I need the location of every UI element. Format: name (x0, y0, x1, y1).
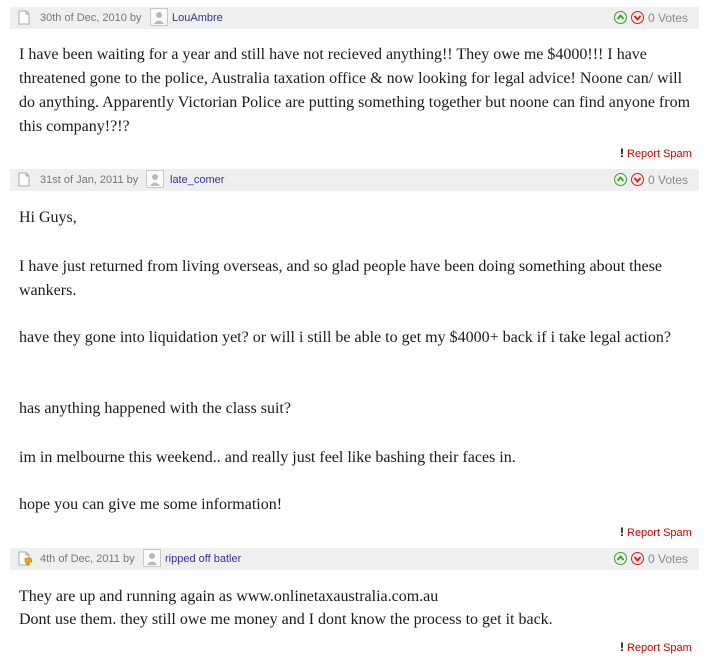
report-spam-label[interactable]: Report Spam (627, 642, 692, 654)
avatar[interactable] (150, 8, 168, 26)
comment-body: They are up and running again as www.onlinetaxaustralia.com.au (19, 588, 439, 605)
comment-body: im in melbourne this weekend.. and really just feel like bashing their faces in. (19, 449, 516, 466)
comment-body: I have just returned from living overseas, and so glad people have been doing something about these wankers. (19, 258, 662, 299)
vote-count: 0 Votes (648, 11, 689, 25)
comment-body: have they gone into liquidation yet? or will i still be able to get my $4000+ back if i take legal action? (19, 329, 671, 346)
comment-body: Hi Guys, (19, 209, 77, 226)
report-marker: ! (620, 640, 624, 654)
comment-header (10, 7, 699, 29)
comment-body: I have been waiting for a year and still have not recieved anything!! They owe me $4000!!! I have threatened gone to the police, Australia taxation office & now looking for legal advice! Noone can/ will do anything. Apparently Victorian Police are putting something together but noone can find anyone from this company!?!? (19, 46, 691, 135)
author-link[interactable]: ripped off batler (165, 553, 242, 565)
vote-up-icon[interactable] (614, 11, 627, 24)
report-spam-link[interactable] (620, 146, 700, 160)
report-marker: ! (620, 525, 624, 539)
vote-count: 0 Votes (648, 173, 689, 187)
vote-down-icon[interactable] (631, 552, 644, 565)
report-spam-label[interactable]: Report Spam (627, 527, 692, 539)
document-icon (18, 172, 30, 187)
author-link[interactable]: LouAmbre (172, 12, 223, 24)
comment-header (10, 548, 699, 570)
comment-date: 30th of Dec, 2010 by (40, 12, 142, 24)
comment-date: 4th of Dec, 2011 by (40, 553, 135, 565)
author-link[interactable]: late_comer (170, 174, 225, 186)
comment-date: 31st of Jan, 2011 by (40, 174, 139, 186)
vote-down-icon[interactable] (631, 11, 644, 24)
comment-header (10, 169, 699, 191)
thumbs-down-document-icon (18, 551, 34, 566)
comment-body: has anything happened with the class suit? (19, 400, 291, 417)
report-marker: ! (620, 146, 624, 160)
comment-body: Dont use them. they still owe me money and I dont know the process to get it back. (19, 611, 553, 628)
report-spam-link[interactable] (620, 640, 700, 654)
document-icon (18, 10, 30, 25)
vote-down-icon[interactable] (631, 173, 644, 186)
comment-body: hope you can give me some information! (19, 496, 283, 513)
report-spam-link[interactable] (620, 525, 700, 539)
vote-up-icon[interactable] (614, 173, 627, 186)
vote-up-icon[interactable] (614, 552, 627, 565)
avatar[interactable] (143, 549, 161, 567)
avatar[interactable] (146, 170, 164, 188)
report-spam-label[interactable]: Report Spam (627, 148, 692, 160)
vote-count: 0 Votes (648, 552, 689, 566)
